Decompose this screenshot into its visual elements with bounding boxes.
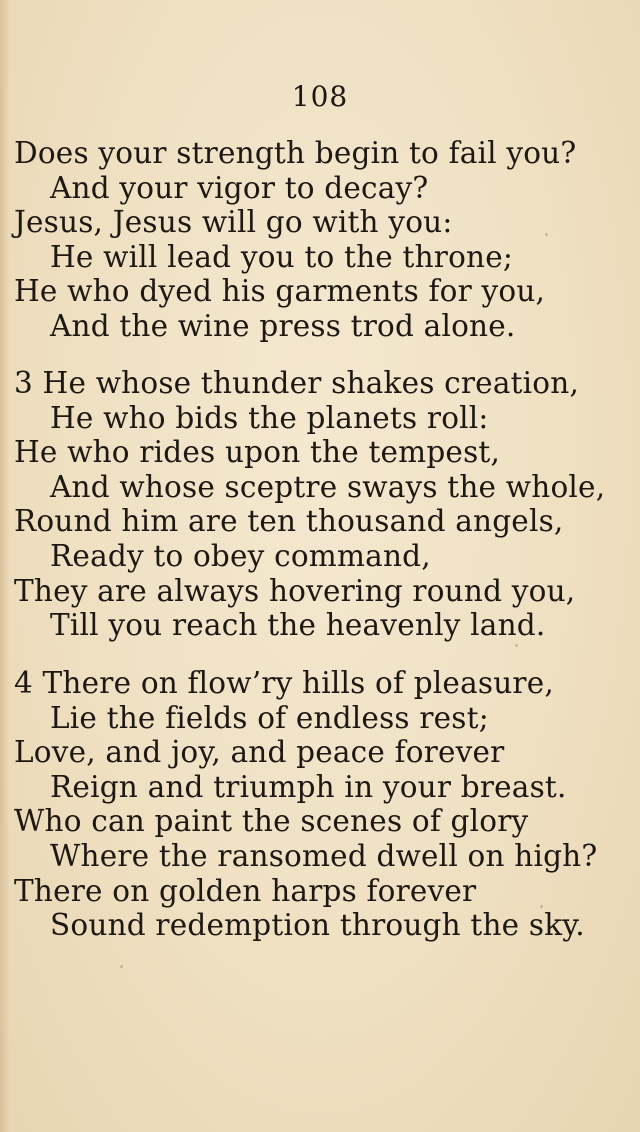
verse-line: Ready to obey command, <box>50 538 431 573</box>
verse-line: Sound redemption through the sky. <box>50 908 585 943</box>
verse-line: Reign and triumph in your breast. <box>50 769 567 804</box>
verse-line: There on golden harps forever <box>14 873 477 908</box>
verse-line: Jesus, Jesus will go with you: <box>14 205 453 240</box>
verse-line: Who can paint the scenes of glory <box>14 804 529 839</box>
verse-line: And whose sceptre sways the whole, <box>50 469 606 504</box>
page-number: 108 <box>291 80 349 113</box>
verse-line: And your vigor to decay? <box>50 170 429 205</box>
verse-line: Till you reach the heavenly land. <box>50 608 546 643</box>
verse-line: Where the ransomed dwell on high? <box>50 838 598 873</box>
verse-line: 3 He whose thunder shakes creation, <box>14 366 580 400</box>
verse-line: He who dyed his garments for you, <box>14 274 546 309</box>
verse-line: He who rides upon the tempest, <box>14 435 501 470</box>
verse-line: He will lead you to the throne; <box>50 239 514 274</box>
paper-speck <box>120 965 123 968</box>
verse-line: Does your strength begin to fail you? <box>14 136 577 170</box>
verse-line: He who bids the planets roll: <box>50 400 489 435</box>
verse-3 <box>14 366 630 643</box>
verse-line: And the wine press trod alone. <box>50 308 516 343</box>
paper-speck <box>515 644 518 647</box>
verse-4 <box>14 666 630 943</box>
verse-continuation <box>14 136 630 344</box>
verse-line: Love, and joy, and peace forever <box>14 735 505 770</box>
paper-speck <box>545 233 548 236</box>
verse-line: Lie the fields of endless rest; <box>50 700 489 735</box>
verse-line: Round him are ten thousand angels, <box>14 504 564 539</box>
page-edge-shading <box>0 0 10 1132</box>
verse-line: They are always hovering round you, <box>14 573 576 608</box>
verse-line: 4 There on flow’ry hills of pleasure, <box>14 666 554 700</box>
paper-speck <box>540 905 543 908</box>
